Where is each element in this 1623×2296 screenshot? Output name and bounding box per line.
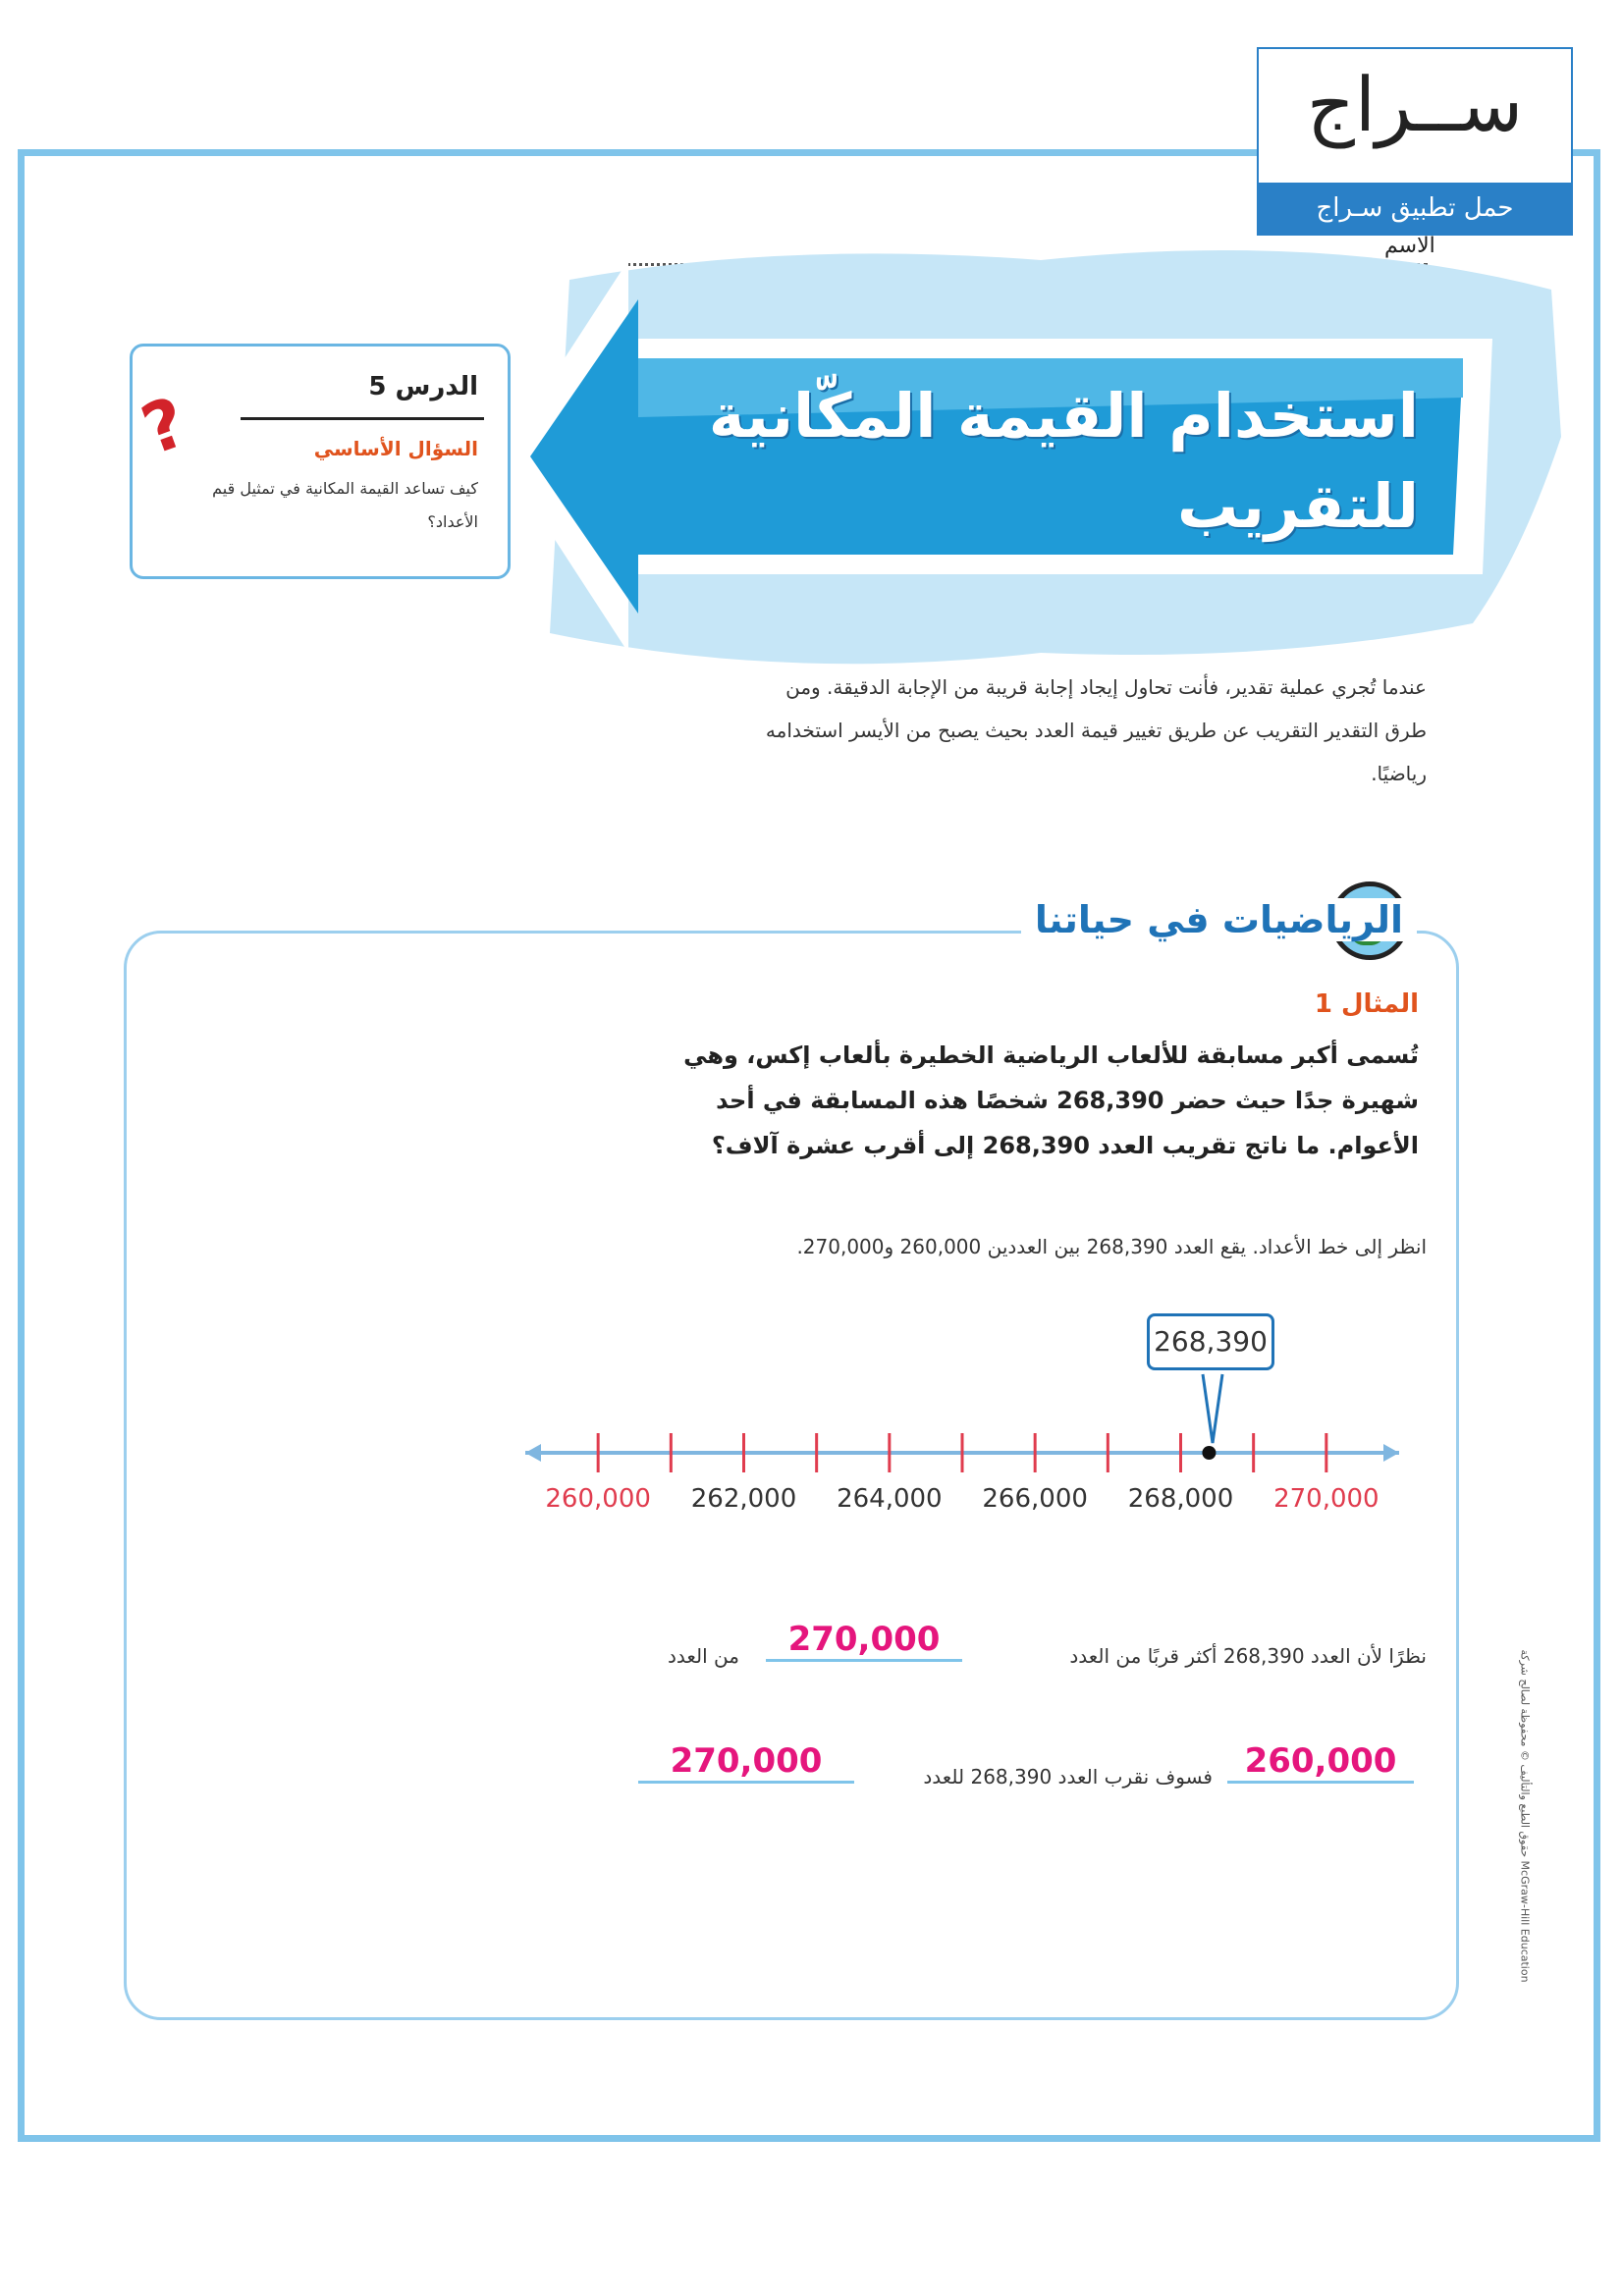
example-text: تُسمى أكبر مسابقة للألعاب الرياضية الخطيرة بألعاب إكس، وهي شهيرة جدًا حيث حضر 268,390 شخصًا هذه المسابقة في أحد الأعوام. ما ناتج تقريب العدد 268,390 إلى أقرب عشرة آلاف؟ [683, 1041, 1419, 1159]
number-line-label: 266,000 [982, 1484, 1088, 1514]
logo-word: ســراج [1306, 61, 1524, 148]
number-line-point [1202, 1446, 1216, 1460]
number-line-label: 270,000 [1273, 1484, 1380, 1514]
example-label: المثال 1 [1314, 989, 1419, 1019]
number-line-arrow-left [525, 1444, 541, 1462]
number-line-label: 260,000 [545, 1484, 651, 1514]
app-logo[interactable] [1257, 47, 1573, 236]
fill-1-text-b: من العدد [668, 1644, 739, 1668]
section-title: الرياضيات في حياتنا [1021, 898, 1417, 941]
lesson-number: الدرس 5 [368, 372, 478, 401]
fill-2-answer-right[interactable]: 260,000 [1227, 1741, 1414, 1784]
fill-2-answer-left[interactable]: 270,000 [638, 1741, 854, 1784]
copyright-note: حقوق الطبع والتأليف © محفوظة لصالح شركة McGraw-Hill Education [1518, 1649, 1532, 1983]
number-line [511, 1306, 1414, 1531]
lesson-title [673, 371, 1419, 552]
title-line-2: للتقريب [1176, 470, 1419, 542]
fill-2-text: فسوف نقرب العدد 268,390 للعدد [923, 1765, 1213, 1789]
number-line-instruction: انظر إلى خط الأعداد. يقع العدد 268,390 بين العددين 260,000 و270,000. [796, 1235, 1427, 1258]
fill-1-text-a: نظرًا لأن العدد 268,390 أكثر قربًا من العدد [1069, 1644, 1427, 1668]
fill-1-answer[interactable]: 270,000 [766, 1620, 962, 1662]
callout-pointer [1203, 1374, 1222, 1443]
number-line-label: 262,000 [690, 1484, 797, 1514]
logo-tagline: حمل تطبيق سـراج [1259, 183, 1571, 234]
title-line-1: استخدام القيمة المكّانية [708, 380, 1419, 452]
essential-question-text: كيف تساعد القيمة المكانية في تمثيل قيم الأعداد؟ [212, 479, 478, 531]
intro-paragraph: عندما تُجري عملية تقدير، فأنت تحاول إيجاد إجابة قريبة من الإجابة الدقيقة. ومن طرق التقدير التقريب عن طريق تغيير قيمة العدد بحيث يصبح من الأيسر استخدامه رياضيًا. [765, 675, 1427, 785]
card-divider [241, 417, 484, 420]
number-line-arrow-right [1383, 1444, 1399, 1462]
question-mark-icon: ? [132, 381, 197, 471]
number-line-label: 264,000 [837, 1484, 943, 1514]
lesson-card [130, 344, 511, 579]
value-callout: 268,390 [1147, 1313, 1274, 1370]
number-line-label: 268,000 [1127, 1484, 1234, 1514]
name-label: الاسم [1384, 234, 1435, 258]
essential-question-label: السؤال الأساسي [313, 437, 478, 460]
